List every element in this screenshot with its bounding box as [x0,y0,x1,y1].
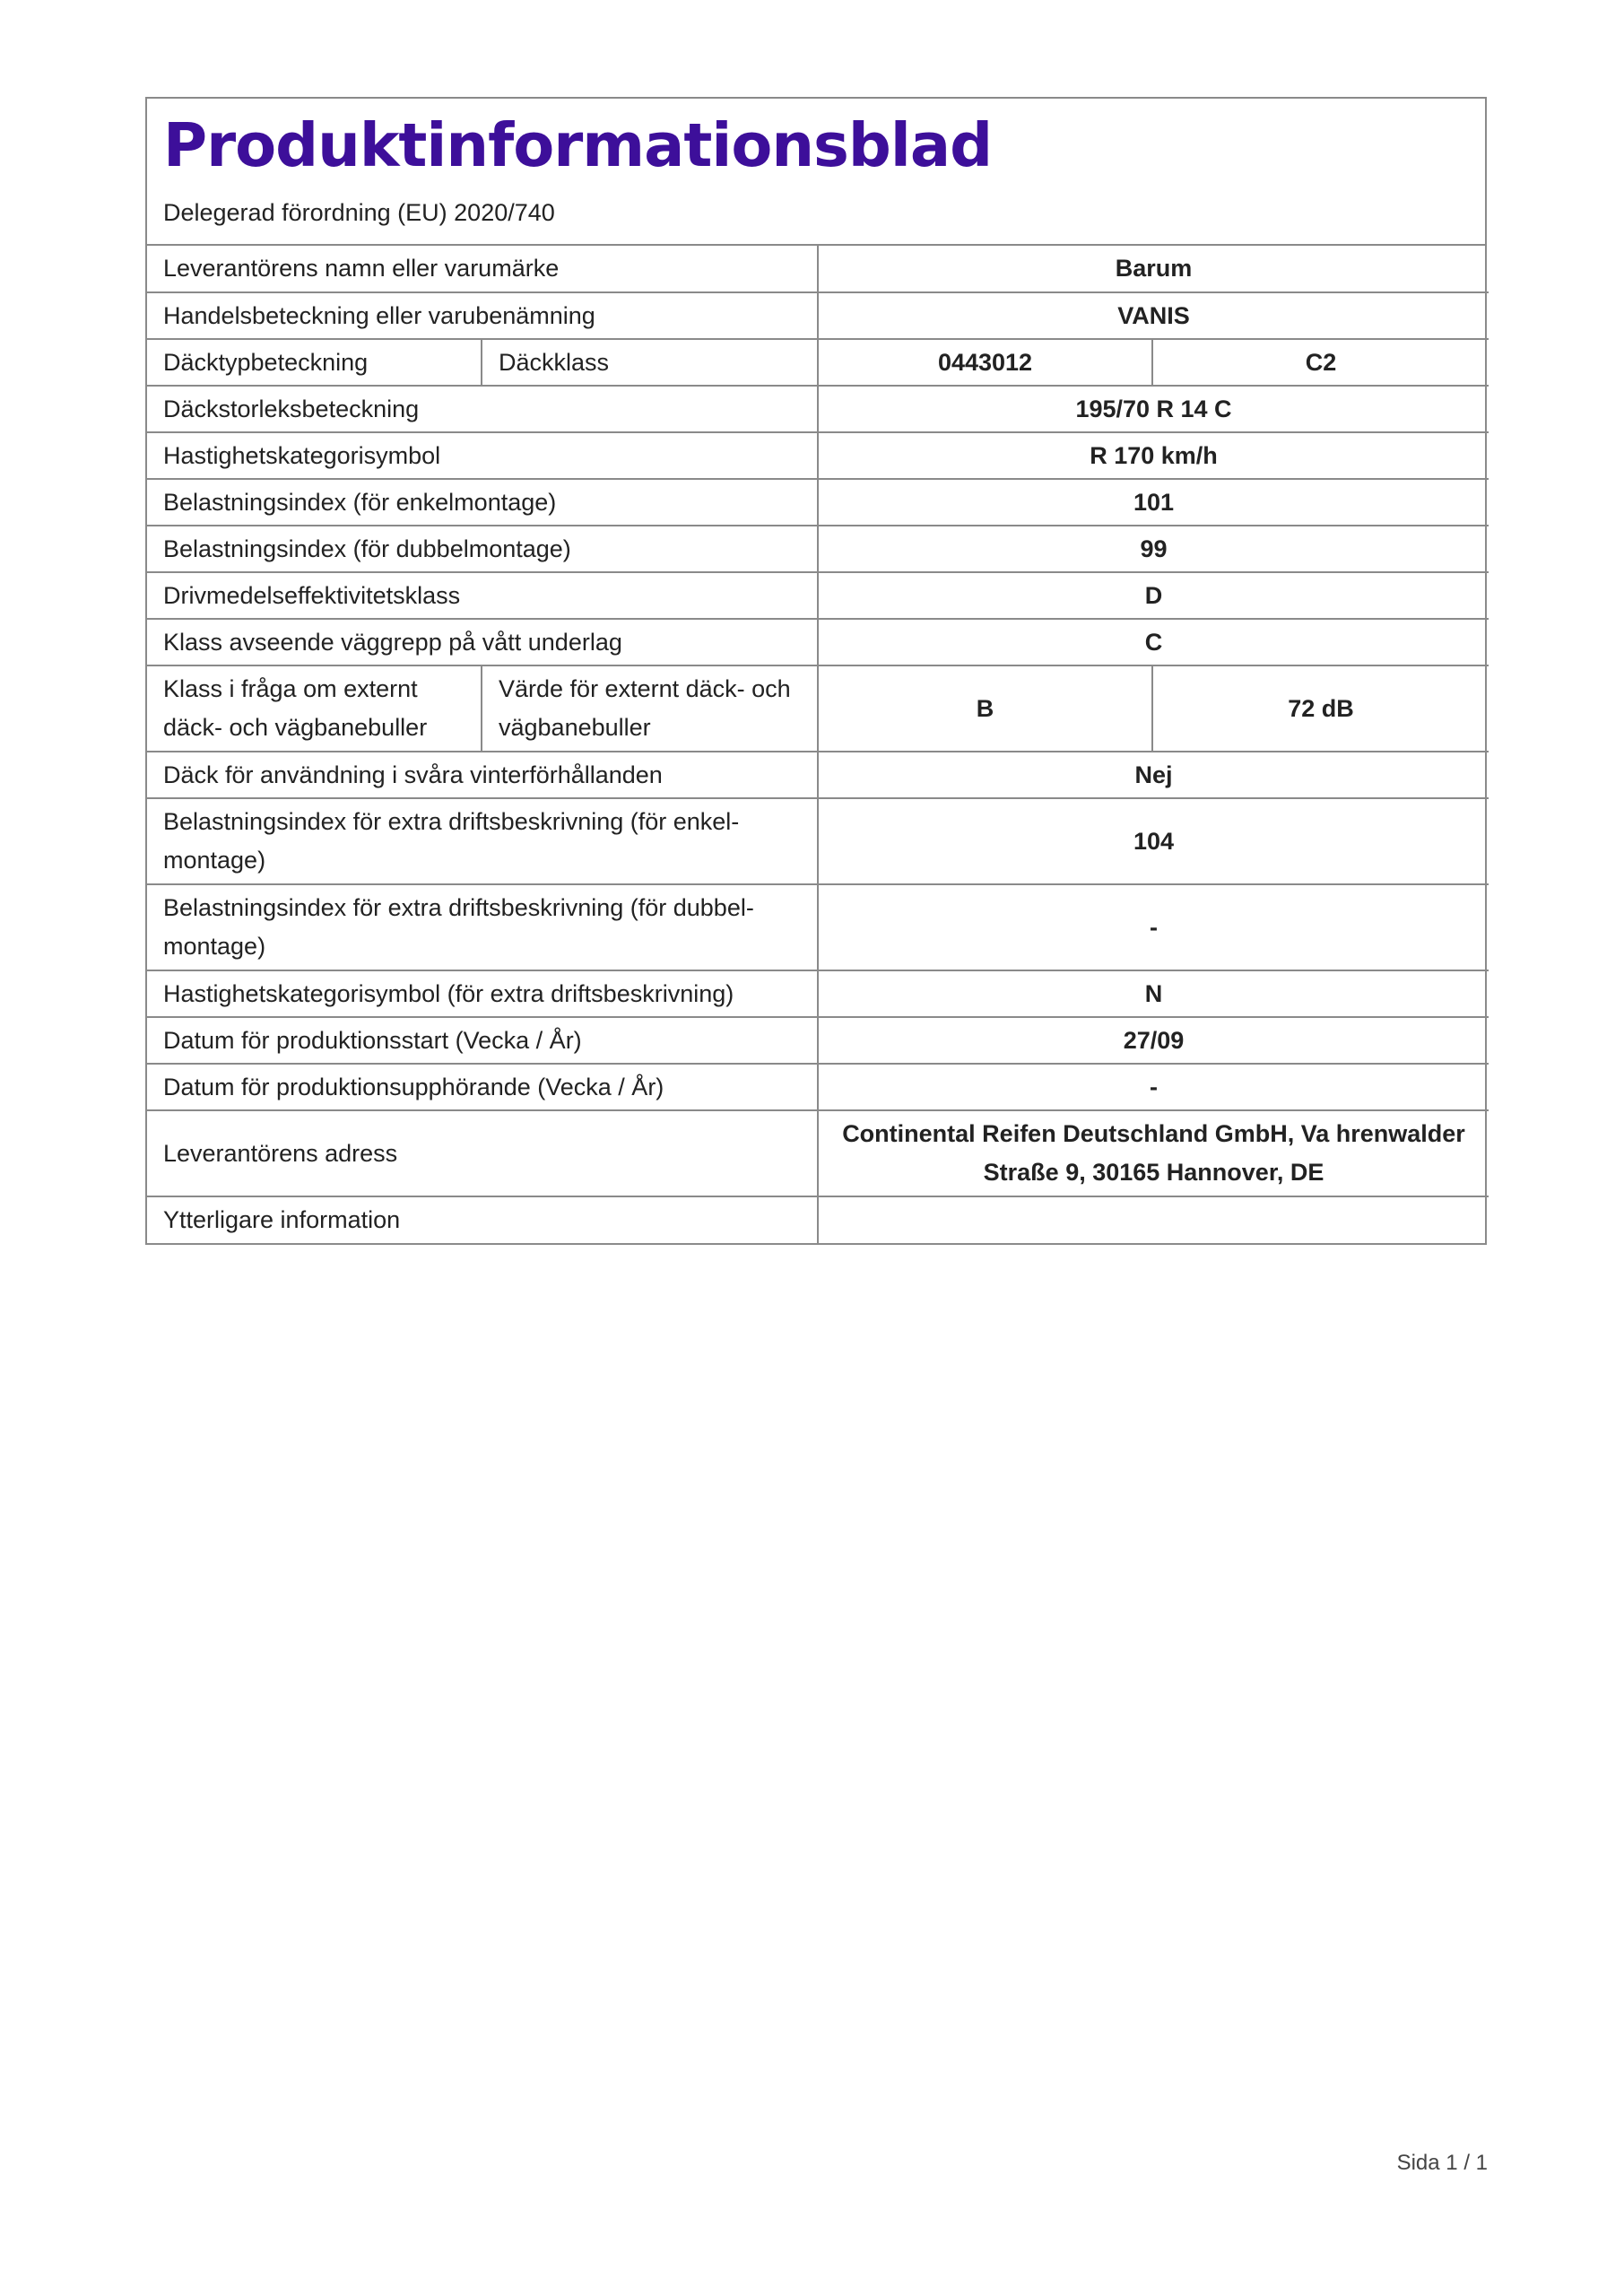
page-number: Sida 1 / 1 [1396,2151,1488,2175]
table-row [147,1064,1489,1110]
fuel-efficiency-value: D [818,572,1489,619]
row-label: Däckklass [482,339,818,386]
row-label: Datum för produktionsupphörande (Vecka / År) [147,1064,818,1110]
load-index-single-value: 101 [818,479,1489,526]
row-label: Drivmedelseffektivitetsklass [147,572,818,619]
table-row [147,619,1489,665]
tyre-data-table [147,246,1489,1243]
additional-info-value [818,1196,1489,1243]
table-row [147,970,1489,1017]
sheet-header [147,99,1485,246]
tyre-class-value: C2 [1152,339,1489,386]
table-row [147,1196,1489,1243]
extra-speed-value: N [818,970,1489,1017]
table-row [147,752,1489,798]
table-row [147,884,1489,970]
severe-snow-value: Nej [818,752,1489,798]
wet-grip-value: C [818,619,1489,665]
table-row [147,479,1489,526]
regulation-reference: Delegerad förordning (EU) 2020/740 [163,199,555,226]
table-row [147,526,1489,572]
row-label: Datum för produktionsstart (Vecka / År) [147,1017,818,1064]
table-row [147,339,1489,386]
row-label: Leverantörens namn eller varumärke [147,246,818,292]
row-label: Klass i fråga om externt däck- och vägbanebuller [147,665,482,752]
page-title: Produktinformationsblad [163,110,993,180]
table-row [147,432,1489,479]
production-end-value: - [818,1064,1489,1110]
product-information-sheet [145,97,1487,1245]
row-label: Ytterligare information [147,1196,818,1243]
tyre-type-value: 0443012 [818,339,1152,386]
noise-db-value: 72 dB [1152,665,1489,752]
table-row [147,798,1489,884]
table-row [147,665,1489,752]
extra-load-dual-value: - [818,884,1489,970]
supplier-address-value: Continental Reifen Deutschland GmbH, Va hrenwalder Straße 9, 30165 Hannover, DE [818,1110,1489,1196]
row-label: Däck för användning i svåra vinterförhållanden [147,752,818,798]
row-label: Leverantörens adress [147,1110,818,1196]
row-label: Belastningsindex (för dubbelmontage) [147,526,818,572]
row-label: Belastningsindex för extra driftsbeskrivning (för dubbel-montage) [147,884,818,970]
trade-name-value: VANIS [818,292,1489,339]
row-label: Däcktypbeteckning [147,339,482,386]
table-row [147,572,1489,619]
table-row [147,1110,1489,1196]
table-row [147,1017,1489,1064]
speed-category-value: R 170 km/h [818,432,1489,479]
table-row [147,292,1489,339]
tyre-size-value: 195/70 R 14 C [818,386,1489,432]
table-row [147,386,1489,432]
production-start-value: 27/09 [818,1017,1489,1064]
supplier-name-value: Barum [818,246,1489,292]
row-label: Handelsbeteckning eller varubenämning [147,292,818,339]
table-row [147,246,1489,292]
row-label: Hastighetskategorisymbol [147,432,818,479]
row-label: Värde för externt däck- och vägbanebuller [482,665,818,752]
row-label: Hastighetskategorisymbol (för extra driftsbeskrivning) [147,970,818,1017]
extra-load-single-value: 104 [818,798,1489,884]
row-label: Belastningsindex (för enkelmontage) [147,479,818,526]
row-label: Däckstorleksbeteckning [147,386,818,432]
load-index-dual-value: 99 [818,526,1489,572]
row-label: Belastningsindex för extra driftsbeskrivning (för enkel-montage) [147,798,818,884]
noise-class-value: B [818,665,1152,752]
row-label: Klass avseende väggrepp på vått underlag [147,619,818,665]
